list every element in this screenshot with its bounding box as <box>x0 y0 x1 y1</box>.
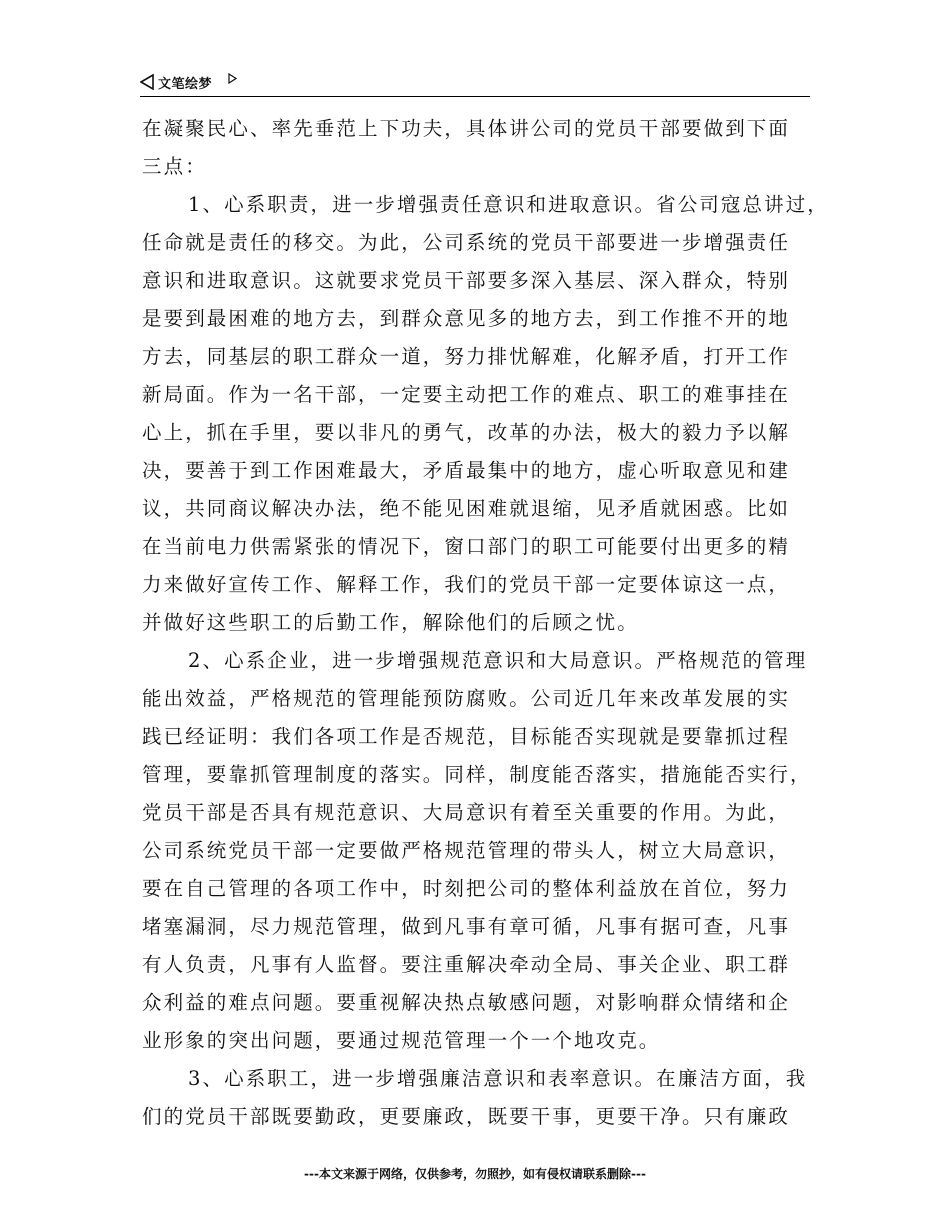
body-line: 们的党员干部既要勤政，更要廉政，既要干事，更要干净。只有廉政 <box>142 1105 791 1128</box>
body-line: 在当前电力供需紧张的情况下，窗口部门的职工可能要付出更多的精 <box>142 535 791 558</box>
body-line: 意识和进取意识。这就要求党员干部要多深入基层、深入群众，特别 <box>142 269 791 292</box>
body-line: 决，要善于到工作困难最大，矛盾最集中的地方，虚心听取意见和建 <box>142 459 791 482</box>
body-line: 并做好这些职工的后勤工作，解除他们的后顾之忧。 <box>142 611 639 634</box>
body-line: 堵塞漏洞，尽力规范管理，做到凡事有章可循，凡事有据可查，凡事 <box>142 915 791 938</box>
body-line: 任命就是责任的移交。为此，公司系统的党员干部要进一步增强责任 <box>142 231 791 254</box>
body-line: 有人负责，凡事有人监督。要注重解决牵动全局、事关企业、职工群 <box>142 953 791 976</box>
section-2-first-line: 2、心系企业，进一步增强规范意识和大局意识。严格规范的管理 <box>188 649 808 672</box>
footer-disclaimer: ---本文来源于网络，仅供参考，勿照抄，如有侵权请联系删除--- <box>304 1167 646 1181</box>
body-line: 众利益的难点问题。要重视解决热点敏感问题，对影响群众情绪和企 <box>142 991 791 1014</box>
body-line: 管理，要靠抓管理制度的落实。同样，制度能否落实，措施能否实行， <box>142 763 812 786</box>
triangle-right-icon <box>228 73 237 84</box>
body-line: 要在自己管理的各项工作中，时刻把公司的整体利益放在首位，努力 <box>142 877 791 900</box>
body-line: 心上，抓在手里，要以非凡的勇气，改革的办法，极大的毅力予以解 <box>142 421 791 444</box>
body-line: 议，共同商议解决办法，绝不能见困难就退缩，见矛盾就困惑。比如 <box>142 497 791 520</box>
body-line: 业形象的突出问题，要通过规范管理一个一个地攻克。 <box>142 1029 661 1052</box>
body-line: 践已经证明：我们各项工作是否规范，目标能否实现就是要靠抓过程 <box>142 725 791 748</box>
body-line: 力来做好宣传工作、解释工作，我们的党员干部一定要体谅这一点， <box>142 573 791 596</box>
body-line: 是要到最困难的地方去，到群众意见多的地方去，到工作推不开的地 <box>142 307 791 330</box>
body-line: 公司系统党员干部一定要做严格规范管理的带头人，树立大局意识， <box>142 839 791 862</box>
section-1-first-line: 1、心系职责，进一步增强责任意识和进取意识。省公司寇总讲过， <box>188 193 829 216</box>
page-header <box>140 70 810 97</box>
header-brand: 文笔绘梦 <box>158 77 213 92</box>
triangle-left-icon <box>140 74 154 90</box>
section-3-first-line: 3、心系职工，进一步增强廉洁意识和表率意识。在廉洁方面，我 <box>188 1067 808 1090</box>
body-line: 能出效益，严格规范的管理能预防腐败。公司近几年来改革发展的实 <box>142 687 791 710</box>
body-line: 新局面。作为一名干部，一定要主动把工作的难点、职工的难事挂在 <box>142 383 791 406</box>
body-line: 在凝聚民心、率先垂范上下功夫，具体讲公司的党员干部要做到下面 <box>142 117 791 140</box>
body-line: 方去，同基层的职工群众一道，努力排忧解难，化解矛盾，打开工作 <box>142 345 791 368</box>
body-line: 党员干部是否具有规范意识、大局意识有着至关重要的作用。为此， <box>142 801 791 824</box>
body-line: 三点： <box>142 155 207 178</box>
document-body <box>142 110 829 1136</box>
